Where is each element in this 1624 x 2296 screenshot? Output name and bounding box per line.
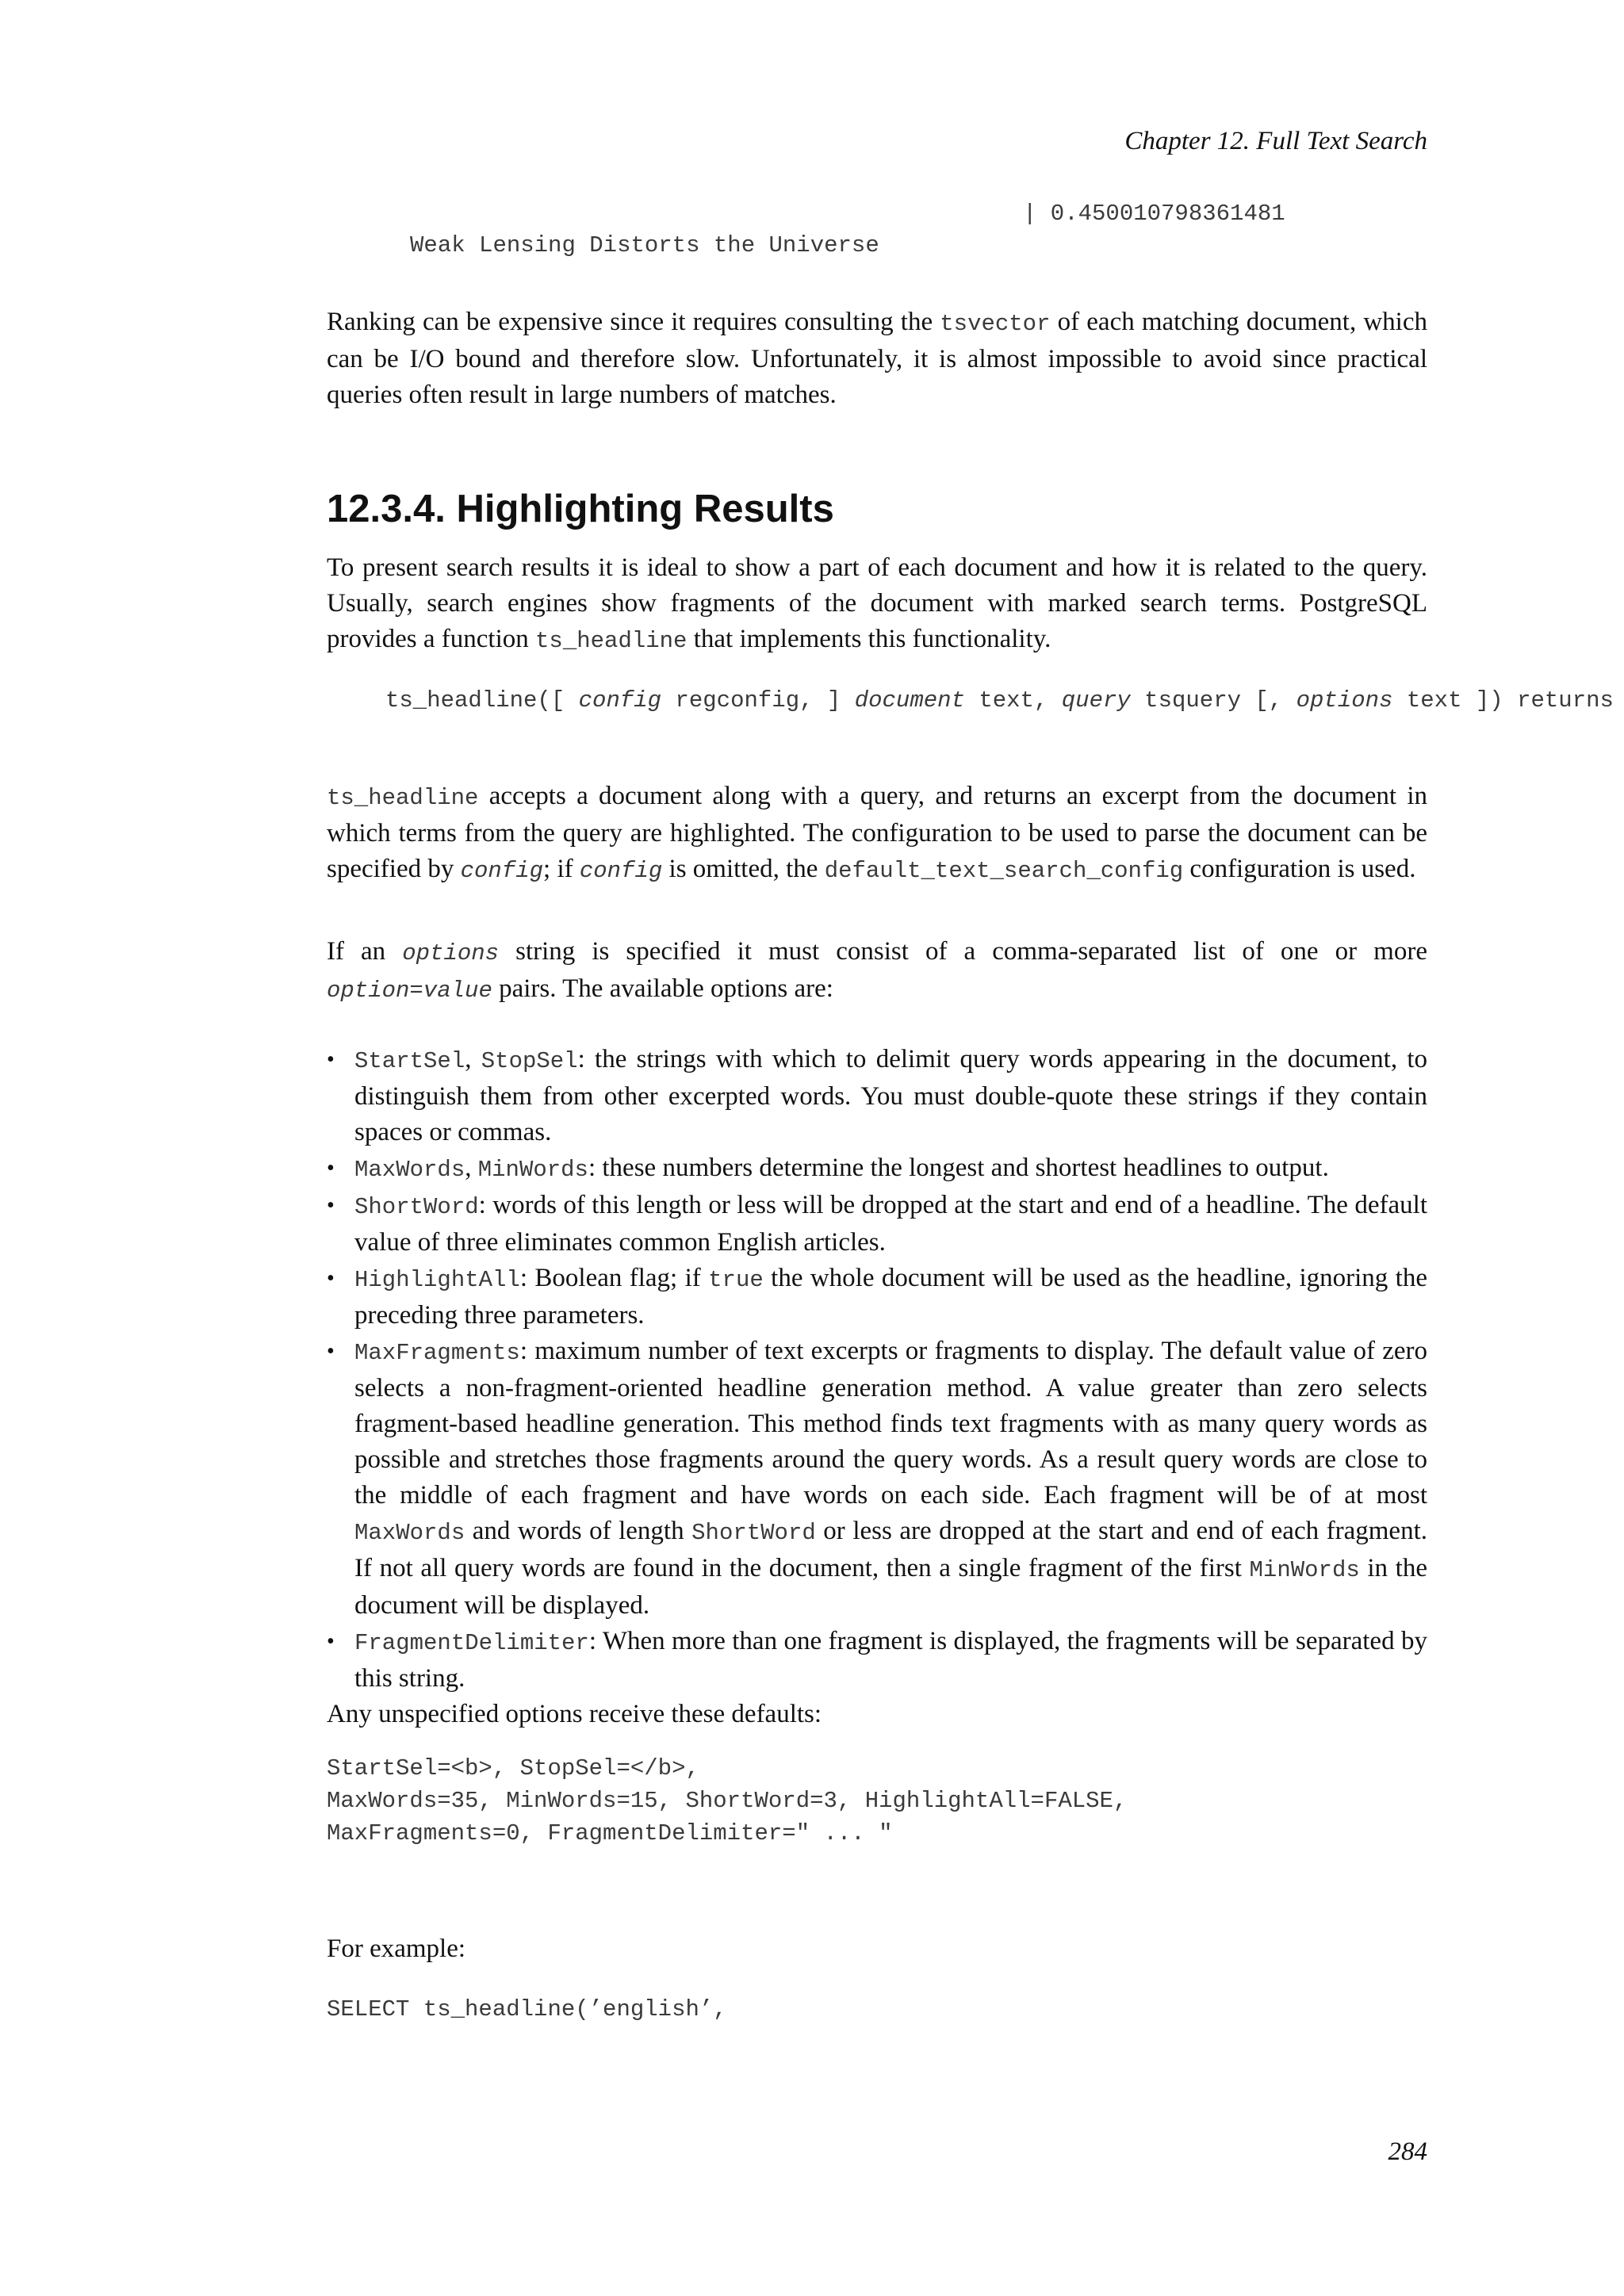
text: ,	[465, 1045, 481, 1073]
text: or less are dropped at the start and end of each fragment. If not all query words are found in the document, then a single fragment of the first	[354, 1517, 1427, 1582]
list-item	[327, 1150, 1427, 1188]
inline-code: MaxWords	[354, 1157, 465, 1183]
inline-code: MinWords	[1249, 1557, 1360, 1583]
intro-paragraph	[327, 550, 1427, 659]
text: configuration is used.	[1183, 855, 1416, 883]
text: the whole document will be used as the headline, ignoring the preceding three parameters.	[354, 1264, 1427, 1330]
options-paragraph	[327, 934, 1427, 1008]
defaults-paragraph: Any unspecified options receive these defaults:	[327, 1700, 822, 1728]
param-var: document	[854, 687, 965, 714]
bullet-icon: •	[327, 1266, 335, 1291]
text: in the document will be displayed.	[354, 1554, 1427, 1620]
list-item	[327, 1261, 1427, 1334]
param-var: query	[1061, 687, 1131, 714]
example-paragraph: For example:	[327, 1934, 466, 1963]
text: accepts a document along with a query, and returns an excerpt from the document in which terms from the query are highlighted. The configuration to be used to parse the document can be specified by	[327, 782, 1427, 883]
param-var: config	[579, 858, 663, 884]
inline-code: HighlightAll	[354, 1267, 520, 1293]
code-text: text,	[964, 687, 1062, 714]
list-item	[327, 1624, 1427, 1697]
bullet-icon: •	[327, 1156, 335, 1181]
bullet-icon: •	[327, 1629, 335, 1654]
inline-code: MaxWords	[354, 1520, 465, 1546]
param-var: value	[423, 978, 492, 1004]
example-code-block: SELECT ts_headline(’english’,	[327, 1996, 727, 2022]
options-list	[327, 1042, 1427, 1697]
inline-code: =	[409, 978, 423, 1004]
text: and words of length	[465, 1517, 692, 1545]
inline-code: default_text_search_config	[824, 858, 1184, 884]
text: : maximum number of text excerpts or fragments to display. The default value of zero selects a non-fragment-oriented headline generation method. A value greater than zero selects fragment-based headline generation. This method finds text fragments with as many query words as possible and stretches those fragments around the query words. As a result query words are close to the middle of each fragment and have words on each side. Each fragment will be of at most	[354, 1337, 1427, 1510]
bullet-icon: •	[327, 1193, 335, 1218]
inline-code: ts_headline	[327, 785, 479, 811]
text: string is specified it must consist of a comma-separated list of one or more	[499, 937, 1427, 966]
inline-code: StopSel	[481, 1048, 578, 1074]
inline-code: ShortWord	[691, 1520, 816, 1546]
list-item	[327, 1334, 1427, 1624]
code-text: text ]) returns	[1392, 687, 1614, 714]
code-text: regconfig, ]	[661, 687, 855, 714]
param-var: config	[460, 858, 544, 884]
running-header: Chapter 12. Full Text Search	[1124, 127, 1427, 155]
text: : these numbers determine the longest and shortest headlines to output.	[588, 1154, 1329, 1182]
text: If an	[327, 937, 403, 966]
list-item	[327, 1188, 1427, 1261]
inline-code: tsvector	[940, 311, 1051, 337]
inline-code: FragmentDelimiter	[354, 1630, 589, 1656]
defaults-code-block: StartSel=<b>, StopSel=</b>, MaxWords=35, MinWords=15, ShortWord=3, HighlightAll=FALSE, MaxFragments=0, FragmentDelimiter=" ... "	[327, 1755, 1128, 1846]
param-var: option	[327, 978, 410, 1004]
code-text: tsquery [,	[1130, 687, 1297, 714]
param-var: config	[578, 687, 662, 714]
text: of each matching document, which can be I/O bound and therefore slow. Unfortunately, it is almost impossible to avoid since practical queries often result in large numbers of matches.	[327, 308, 1427, 409]
result-title: Weak Lensing Distorts the Universe	[396, 232, 879, 258]
text: To present search results it is ideal to show a part of each document and how it is related to the query. Usually, search engines show fragments of the document with marked search terms. PostgreSQL provides a function	[327, 553, 1427, 653]
inline-code: true	[708, 1267, 764, 1293]
text: : the strings with which to delimit query words appearing in the document, to distinguish them from other excerpted words. You must double-quote these strings if they contain spaces or commas.	[354, 1045, 1428, 1146]
result-rank-value: | 0.450010798361481	[1023, 201, 1285, 227]
bullet-icon: •	[327, 1339, 335, 1364]
list-item	[327, 1042, 1427, 1150]
text: that implements this functionality.	[687, 625, 1051, 653]
inline-code: StartSel	[354, 1048, 465, 1074]
text: Ranking can be expensive since it requires consulting the	[327, 308, 940, 336]
ranking-paragraph	[327, 304, 1427, 413]
section-title: 12.3.4. Highlighting Results	[327, 488, 834, 530]
text: is omitted, the	[662, 855, 825, 883]
inline-code: ShortWord	[354, 1194, 479, 1220]
param-var: options	[1296, 687, 1393, 714]
text: ,	[465, 1154, 478, 1182]
inline-code: ts_headline	[535, 628, 688, 654]
accepts-paragraph	[327, 779, 1427, 889]
inline-code: MaxFragments	[354, 1340, 520, 1366]
text: : When more than one fragment is displayed, the fragments will be separated by this string.	[354, 1627, 1427, 1693]
text: : words of this length or less will be dropped at the start and end of a headline. The default value of three eliminates common English articles.	[354, 1191, 1427, 1257]
function-synopsis	[385, 685, 1614, 717]
inline-code: MinWords	[477, 1157, 588, 1183]
bullet-icon: •	[327, 1047, 335, 1072]
text: : Boolean flag; if	[519, 1264, 709, 1292]
text: pairs. The available options are:	[492, 974, 833, 1003]
param-var: options	[402, 940, 500, 966]
text: ; if	[543, 855, 580, 883]
page-number: 284	[1388, 2137, 1427, 2166]
code-text: ts_headline([	[385, 687, 579, 714]
